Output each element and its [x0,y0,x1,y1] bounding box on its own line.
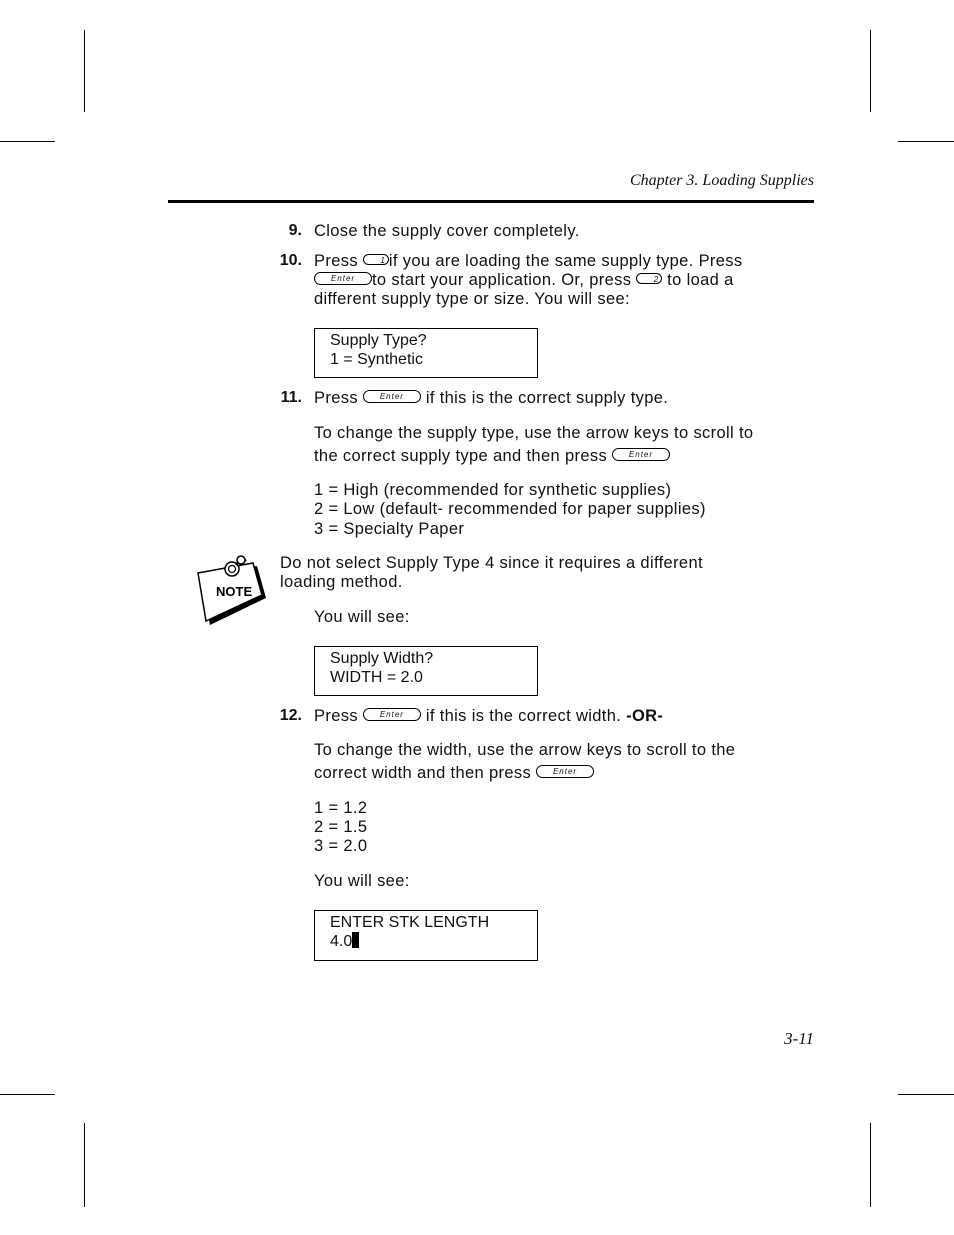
step-number: 12. [279,707,302,724]
crop-mark [0,1094,55,1095]
note-text: loading method. [280,573,403,591]
paragraph: You will see: [314,872,410,890]
option-item: 3 = 2.0 [314,837,368,855]
step-text: Close the supply cover completely. [314,222,580,240]
paragraph: the correct supply type and then press Enter [314,447,670,466]
crop-mark [870,1123,871,1207]
enter-key-icon: Enter [314,272,372,285]
step-text: Enter to start your application. Or, press 2 to load a [314,271,734,290]
lcd-line: 1 = Synthetic [330,351,423,368]
enter-key-icon: Enter [363,390,421,403]
step-text: Press Enter if this is the correct supply type. [314,389,669,407]
option-item: 3 = Specialty Paper [314,520,465,538]
lcd-line: Supply Type? [330,332,427,349]
lcd-line: ENTER STK LENGTH [330,914,490,931]
option-item: 2 = Low (default- recommended for paper supplies) [314,500,706,518]
note-text: Do not select Supply Type 4 since it requires a different [280,554,703,572]
cursor-block-icon [352,932,359,948]
lcd-line: Supply Width? [330,650,434,667]
step-text: Press Enter if this is the correct width. -OR- [314,707,664,725]
enter-key-icon: Enter [536,765,594,778]
chapter-header: Chapter 3. Loading Supplies [629,172,814,189]
option-item: 1 = High (recommended for synthetic supplies) [314,481,672,499]
header-rule [168,200,814,203]
note-icon-label: NOTE [216,584,253,599]
step-number: 9. [288,222,302,239]
crop-mark [898,1094,954,1095]
step-number: 11. [280,389,302,406]
lcd-line: WIDTH = 2.0 [330,669,423,686]
enter-key-icon: Enter [612,448,670,461]
crop-mark [84,30,85,112]
enter-key-icon: Enter [363,708,421,721]
lcd-display [314,646,538,696]
crop-mark [898,141,954,142]
key-1-icon: 1 [363,254,389,265]
key-2-icon: 2 [636,273,662,284]
lcd-display [314,910,538,961]
option-item: 1 = 1.2 [314,799,368,817]
crop-mark [84,1123,85,1207]
lcd-line: 4.0 [330,932,537,951]
paragraph: To change the width, use the arrow keys to scroll to the [314,741,736,759]
paragraph: You will see: [314,608,410,626]
paragraph: correct width and then press Enter [314,764,594,783]
step-text: different supply type or size. You will see: [314,290,630,308]
crop-mark [0,141,55,142]
option-item: 2 = 1.5 [314,818,368,836]
step-text: Press 1 if you are loading the same supply type. Press [314,252,743,270]
lcd-display [314,328,538,378]
paragraph: To change the supply type, use the arrow keys to scroll to [314,424,754,442]
note-icon [196,552,270,628]
crop-mark [870,30,871,112]
step-number: 10. [279,252,302,269]
page-number: 3-11 [784,1029,814,1048]
